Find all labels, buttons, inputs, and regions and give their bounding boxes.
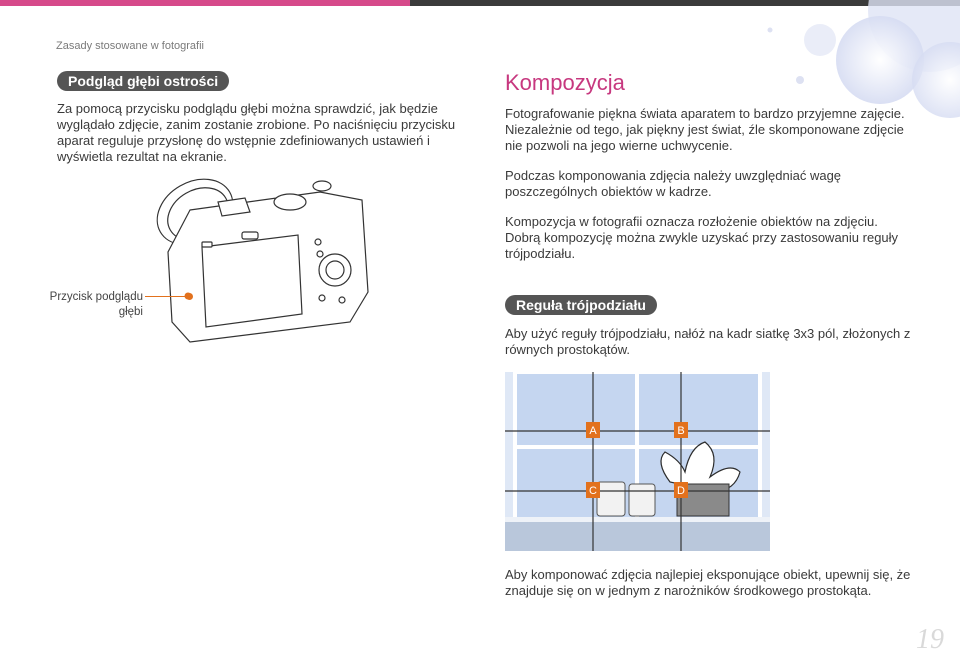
rule-of-thirds-paragraph: Aby użyć reguły trójpodziału, nałóż na kadr siatkę 3x3 pól, złożonych z równych prostokątów.: [505, 326, 911, 357]
section-pill-depth-preview: Podgląd głębi ostrości: [57, 71, 229, 91]
composition-paragraph-1: Fotografowanie piękna świata aparatem to bardzo przyjemne zajęcie. Niezależnie od tego, jak piękny jest świat, źle skomponowane zdjęcie nie pozwoli na jego wierne uchwycenie.: [505, 106, 905, 153]
depth-preview-button-marker: [186, 293, 193, 300]
grid-label-b: B: [677, 425, 685, 437]
page-heading: Kompozycja: [505, 70, 625, 95]
composition-paragraph-3: Kompozycja w fotografii oznacza rozłożenie obiektów na zdjęciu. Dobrą kompozycję można zwykle uzyskać przy zastosowaniu reguły trójpodziału.: [505, 214, 899, 261]
breadcrumb: Zasady stosowane w fotografii: [56, 40, 204, 52]
composition-tip-paragraph: Aby komponować zdjęcia najlepiej eksponujące obiekt, upewnij się, że znajduje się on w jednym z narożników środkowego prostokąta.: [505, 567, 911, 598]
camera-illustration: [150, 172, 372, 344]
section-pill-rule-of-thirds: Reguła trójpodziału: [505, 295, 657, 315]
composition-paragraph-2: Podczas komponowania zdjęcia należy uwzględniać wagę poszczególnych obiektów w kadrze.: [505, 168, 842, 199]
grid-label-c: C: [589, 485, 597, 497]
rule-of-thirds-photo: [505, 372, 770, 551]
callout-depth-preview-button: Przycisk podglądu głębi: [49, 291, 143, 318]
depth-preview-text: Za pomocą przycisku podglądu głębi można sprawdzić, jak będzie wyglądało zdjęcie, zanim zostanie zrobione. Po naciśnięciu przycisku aparat reguluje przysłonę do wstępnie zdefiniowanych ustawień i wyświetla rezultat na ekranie.: [57, 101, 456, 164]
decorative-bubbles: [700, 0, 960, 120]
page-number: 19: [916, 624, 944, 655]
callout-leader-line: [145, 296, 191, 297]
top-bar-accent: [0, 0, 410, 6]
grid-label-a: A: [589, 425, 597, 437]
grid-label-d: D: [677, 485, 685, 497]
